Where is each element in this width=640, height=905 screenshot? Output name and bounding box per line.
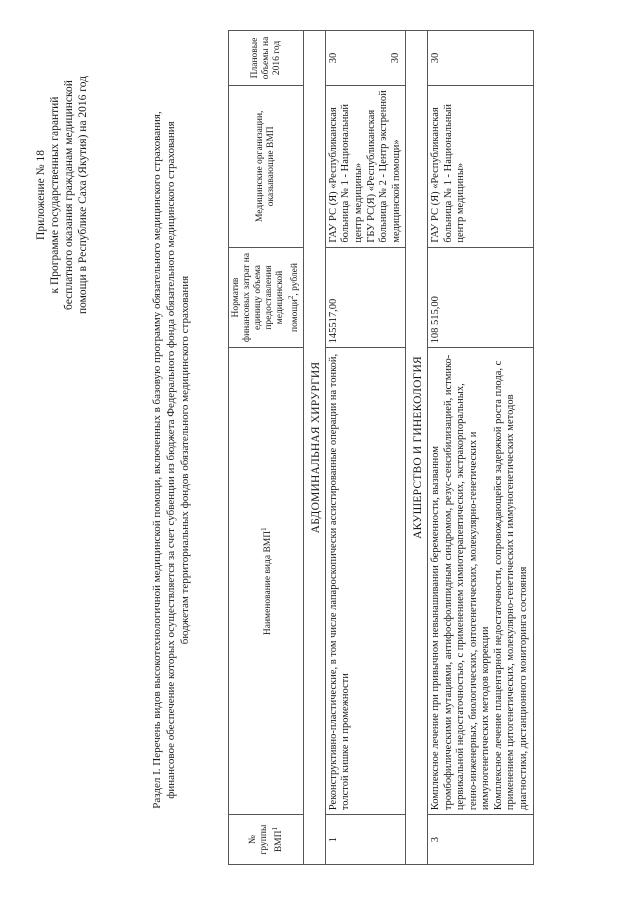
header-group-number-text: № группы ВМП — [247, 824, 284, 855]
vmp-name-part-2: Комплексное лечение плацентарной недостаточности, сопровождающейся задержкой роста плода, с применением цитогенетических, молекулярно-генетических и иммуногенетических методов диагностики, дистанционного мониторинга состояния — [492, 360, 530, 811]
header-norm-text: Норматив финансовых затрат на единицу объема предоставления медицинской помощи — [231, 252, 301, 343]
organization-2: ГБУ РС(Я) «Республиканская больница № 2 - Центр экстренной медицинской помощи» — [365, 90, 402, 243]
organizations-cell: ГАУ РС (Я) «Республиканская больница № 1 - Национальный центр медицины» — [427, 85, 533, 247]
section-title-obstetrics: АКУШЕРСТВО И ГИНЕКОЛОГИЯ — [406, 31, 428, 865]
appendix-line-4: помощи в Республике Саха (Якутия) на 2016 год — [77, 75, 89, 315]
volumes-cell — [325, 31, 406, 86]
volumes-cell: 30 — [427, 31, 533, 86]
header-norm-unit: , рублей — [290, 263, 301, 296]
section-row-obstetrics — [406, 31, 428, 865]
group-number-cell: 3 — [427, 815, 533, 865]
table-row — [325, 31, 406, 865]
vmp-name-cell: Реконструктивно-пластические, в том числе лапароскопически ассистированные операции на тонкой, толстой кишке и промежности — [325, 348, 406, 815]
header-organizations: Медицинские организации, оказывающие ВМП — [229, 85, 304, 247]
appendix-line-2: к Программе государственных гарантий — [49, 96, 61, 294]
appendix-line-3: бесплатного оказания гражданам медицинской — [63, 80, 75, 310]
volume-1: 30 — [327, 52, 339, 64]
table-row — [427, 31, 533, 865]
table-header-row — [229, 31, 304, 865]
section-title: Раздел I. Перечень видов высокотехнологичной медицинской помощи, включенных в базовую программу обязательного медицинского страхования, финансовое обеспечение которых осуществляется за счет субвенции из бюджета Федерального фонда обязательного медицинского страхования бюджетам территориальных фондов обязательного медицинского страхования — [151, 111, 191, 809]
appendix-header — [34, 45, 90, 345]
vmp-name-cell — [427, 348, 533, 815]
vmp-name-part-1: Комплексное лечение при привычном невынашивании беременности, вызванном тромбофилическими мутациями, антифосфолипидным синдромом, резус-сенсибилизацией, истмико-цервикальной недостаточностью, с применением химиотерапевтических, экстракорпоральных, генно-инженерных, биологических, онтогенетических, молекулярно-генетических и иммуногенетических методов коррекции — [429, 354, 492, 811]
section-row-abdominal — [304, 31, 326, 865]
header-group-number-footnote: 1 — [270, 827, 279, 831]
appendix-number: Приложение № 18 — [35, 150, 47, 240]
volume-2: 30 — [390, 52, 402, 64]
header-vmp-name — [229, 348, 304, 815]
header-vmp-name-footnote: 1 — [259, 527, 268, 531]
organization-1: ГАУ РС (Я) «Республиканская больница № 1 - Национальный центр медицины» — [327, 103, 364, 243]
organizations-cell — [325, 85, 406, 247]
vmp-table — [228, 30, 534, 865]
header-vmp-name-text: Наименование вида ВМП — [262, 530, 273, 636]
norm-cell: 108 515,00 — [427, 247, 533, 348]
norm-cell: 145517,00 — [325, 247, 406, 348]
group-number-cell: 1 — [325, 815, 406, 865]
section-title-abdominal: АБДОМИНАЛЬНАЯ ХИРУРГИЯ — [304, 31, 326, 865]
header-group-number — [229, 815, 304, 865]
header-norm-footnote: 2 — [287, 295, 295, 300]
header-volumes: Плановые объемы на 2016 год — [229, 31, 304, 86]
header-norm — [229, 247, 304, 348]
